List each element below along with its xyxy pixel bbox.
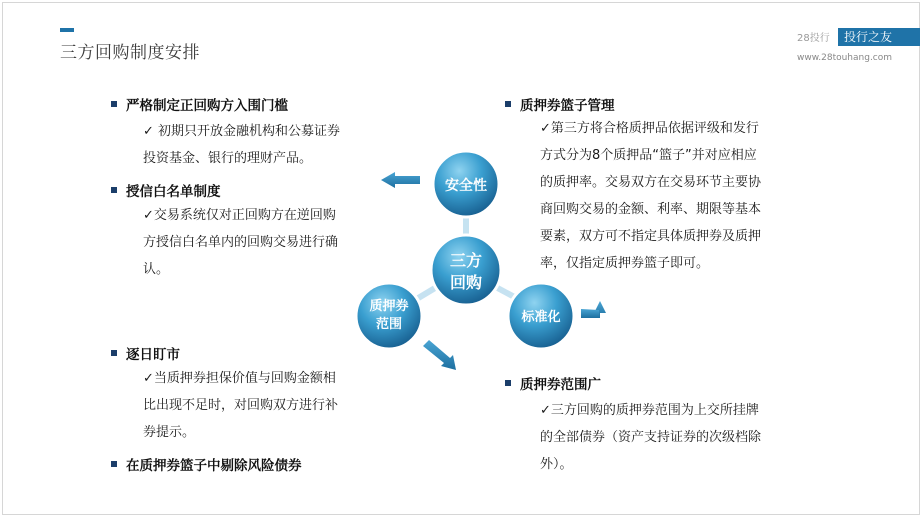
bullet-square-icon xyxy=(111,350,117,356)
right-body-1-line5: 要素，双方可不指定具体质押券及质押 xyxy=(540,229,762,244)
left-heading-whitelist xyxy=(111,180,221,200)
right-body-1-line6: 率，仅指定质押券篮子即可。 xyxy=(540,256,710,271)
left-heading-mark-to-market xyxy=(111,343,180,363)
node-center-line1: 三方 xyxy=(449,251,483,270)
right-body-1-line4: 商回购交易的金额、利率、期限等基本 xyxy=(540,202,762,217)
bullet-square-icon xyxy=(505,101,511,107)
right-body-2-line3: 外）。 xyxy=(540,457,573,472)
arrow-down-right-icon xyxy=(423,340,456,370)
left-body-3 xyxy=(143,365,338,446)
left-heading-3-text: 逐日盯市 xyxy=(126,347,180,363)
node-standardization xyxy=(508,283,574,349)
brand-url: www.28touhang.com xyxy=(797,53,893,63)
left-heading-remove-risky-bonds xyxy=(111,454,302,474)
right-heading-wide-scope xyxy=(505,373,601,393)
arrow-up-right-icon xyxy=(581,301,606,318)
left-body-1-line1: ✓ 初期只开放金融机构和公募证券 xyxy=(143,124,341,139)
bullet-square-icon xyxy=(505,380,511,386)
page-title: 三方回购制度安排 xyxy=(60,43,200,63)
right-body-1 xyxy=(540,115,761,277)
node-standardization-label: 标准化 xyxy=(521,310,561,325)
node-safety-label: 安全性 xyxy=(445,178,487,194)
node-center xyxy=(431,235,501,305)
left-body-2 xyxy=(143,202,338,283)
left-body-1 xyxy=(143,118,340,172)
right-body-2 xyxy=(540,397,761,478)
left-body-3-line1: ✓当质押券担保价值与回购金额相 xyxy=(143,371,336,386)
left-heading-entry-threshold xyxy=(111,94,288,114)
left-body-3-line2: 比出现不足时，对回购双方进行补 xyxy=(143,398,339,413)
node-safety xyxy=(433,151,499,217)
node-collateral-line1: 质押券 xyxy=(369,299,409,314)
right-body-1-line3: 的质押率。交易双方在交易环节主要协 xyxy=(540,175,762,190)
arrow-left-icon xyxy=(381,172,420,188)
right-heading-1-text: 质押券篮子管理 xyxy=(520,98,615,114)
right-body-2-line2: 的全部债券（资产支持证券的次级档除 xyxy=(540,430,762,445)
right-body-1-line1: ✓第三方将合格质押品依据评级和发行 xyxy=(540,121,759,136)
right-body-2-line1: ✓三方回购的质押券范围为上交所挂牌 xyxy=(540,403,759,418)
left-body-2-line1: ✓交易系统仅对正回购方在逆回购 xyxy=(143,208,336,223)
node-collateral-line2: 范围 xyxy=(375,317,403,332)
right-body-1-line2: 方式分为8个质押品“篮子”并对应相应 xyxy=(540,148,757,163)
left-body-2-line3: 认。 xyxy=(143,262,170,277)
brand-name: 28投行 xyxy=(797,33,830,44)
left-heading-1-text: 严格制定正回购方入围门槛 xyxy=(126,98,288,114)
node-center-line2: 回购 xyxy=(449,273,483,292)
brand-badge: 投行之友 xyxy=(838,28,920,46)
left-body-2-line2: 方授信白名单内的回购交易进行确 xyxy=(143,235,339,250)
right-heading-basket-management xyxy=(505,94,615,114)
bullet-square-icon xyxy=(111,101,117,107)
left-body-3-line3: 券提示。 xyxy=(143,425,196,440)
left-heading-4-text: 在质押券篮子中剔除风险债券 xyxy=(126,458,302,474)
bullet-square-icon xyxy=(111,187,117,193)
bullet-square-icon xyxy=(111,461,117,467)
node-collateral-scope xyxy=(356,283,422,349)
left-body-1-line2: 投资基金、银行的理财产品。 xyxy=(143,151,313,166)
left-heading-2-text: 授信白名单制度 xyxy=(126,184,221,200)
right-heading-2-text: 质押券范围广 xyxy=(520,377,601,393)
